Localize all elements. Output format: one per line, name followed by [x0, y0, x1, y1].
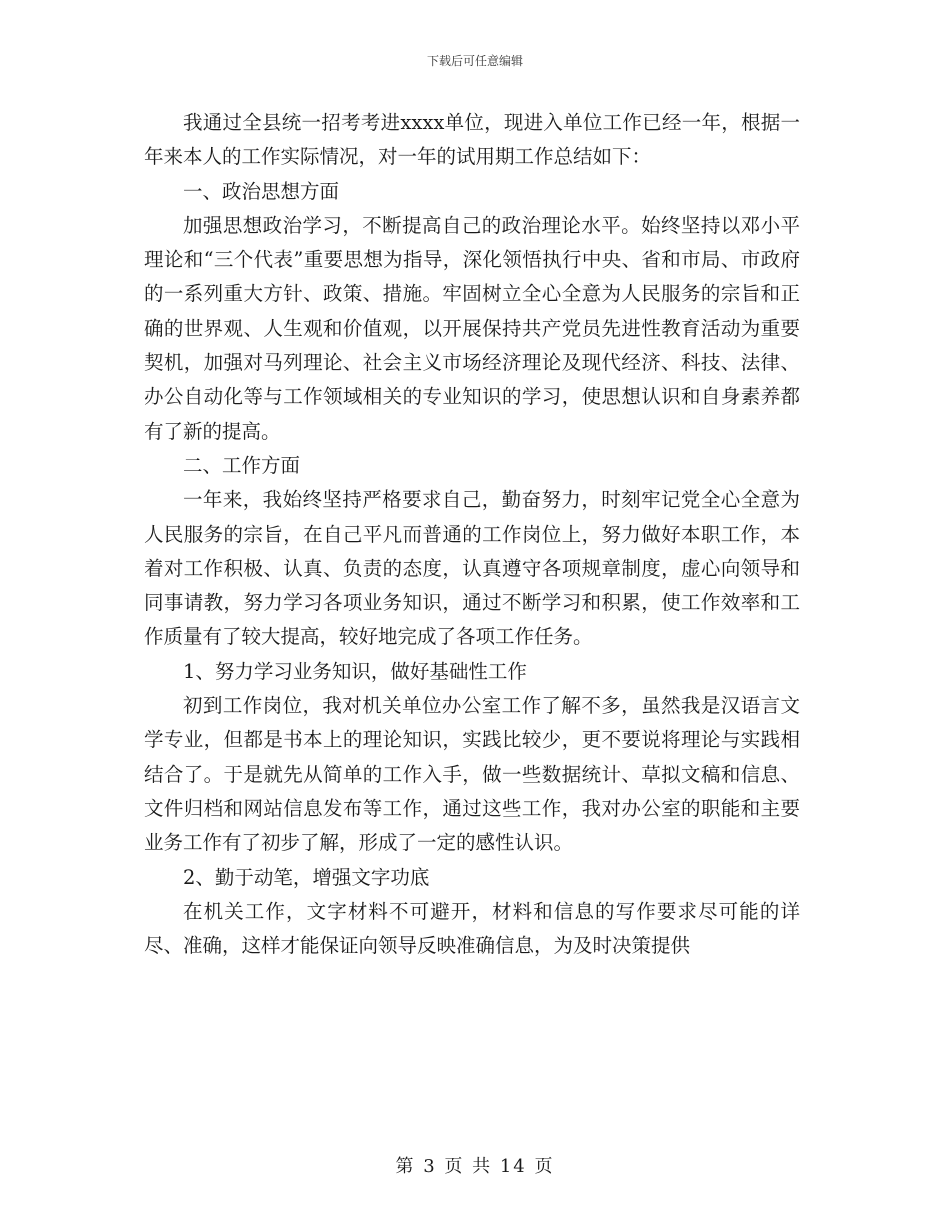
intro-paragraph: 我通过全县统一招考考进xxxx单位，现进入单位工作已经一年，根据一年来本人的工作实际情况，对一年的试用期工作总结如下： — [144, 111, 800, 169]
section-heading-political: 一、政治思想方面 — [183, 179, 340, 203]
subsection-heading-study: 1、努力学习业务知识，做好基础性工作 — [183, 659, 527, 683]
page-header-note: 下载后可任意编辑 — [426, 54, 523, 68]
section-heading-work: 二、工作方面 — [183, 453, 301, 477]
page-number: 第 3 页 共 14 页 — [395, 1156, 555, 1177]
subsection-heading-writing: 2、勤于动笔，增强文字功底 — [183, 865, 430, 889]
work-paragraph: 一年来，我始终坚持严格要求自己，勤奋努力，时刻牢记党全心全意为人民服务的宗旨，在自己平凡而普通的工作岗位上，努力做好本职工作，本着对工作积极、认真、负责的态度，认真遵守各项规章制度，虚心向领导和同事请教，努力学习各项业务知识，通过不断学习和积累，使工作效率和工作质量有了较大提高，较好地完成了各项工作任务。 — [144, 488, 800, 649]
document-body — [144, 106, 800, 963]
study-paragraph: 初到工作岗位，我对机关单位办公室工作了解不多，虽然我是汉语言文学专业，但都是书本上的理论知识，实践比较少，更不要说将理论与实践相结合了。于是就先从简单的工作入手，做一些数据统计、草拟文稿和信息、文件归档和网站信息发布等工作，通过这些工作，我对办公室的职能和主要业务工作有了初步了解，形成了一定的感性认识。 — [144, 694, 800, 855]
political-paragraph: 加强思想政治学习，不断提高自己的政治理论水平。始终坚持以邓小平理论和“三个代表”重要思想为指导，深化领悟执行中央、省和市局、市政府的一系列重大方针、政策、措施。牢固树立全心全意为人民服务的宗旨和正确的世界观、人生观和价值观，以开展保持共产党员先进性教育活动为重要契机，加强对马列理论、社会主义市场经济理论及现代经济、科技、法律、办公自动化等与工作领域相关的专业知识的学习，使思想认识和自身素养都有了新的提高。 — [144, 213, 800, 443]
writing-paragraph: 在机关工作，文字材料不可避开，材料和信息的写作要求尽可能的详尽、准确，这样才能保证向领导反映准确信息，为及时决策提供 — [144, 899, 800, 958]
